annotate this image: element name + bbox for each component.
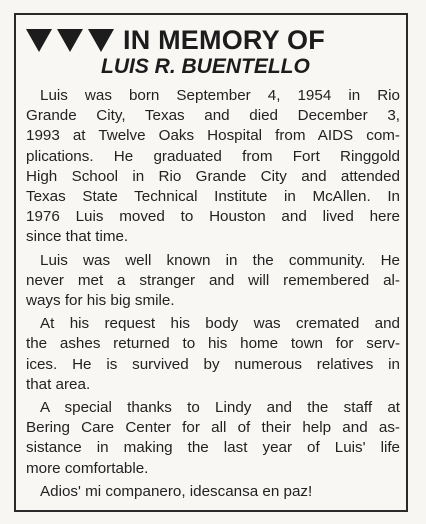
paragraph-community — [26, 251, 400, 312]
text-line: sistance in making the last year of Luis' life — [26, 439, 400, 457]
triangle-bullet-icon — [57, 29, 83, 52]
text-line: 1993 at Twelve Oaks Hospital from AIDS com- — [26, 127, 400, 145]
text-line: A special thanks to Lindy and the staff at — [40, 399, 400, 417]
text-line: ways for his big smile. — [26, 292, 175, 310]
deceased-name: LUIS R. BUENTELLO — [101, 55, 310, 78]
text-line: At his request his body was cremated and — [40, 315, 400, 333]
paragraph-thanks — [26, 398, 400, 479]
text-line: plications. He graduated from Fort Ringgold — [26, 147, 400, 165]
text-line: more comfortable. — [26, 459, 149, 477]
triangle-bullet-icon — [26, 29, 52, 52]
paragraph-biography — [26, 86, 400, 248]
text-line: Adios' mi companero, idescansa en paz! — [40, 482, 313, 500]
text-line: Luis was well known in the community. He — [40, 251, 400, 269]
text-line: that area. — [26, 375, 91, 393]
notice-header — [26, 22, 325, 58]
notice-body — [26, 86, 400, 505]
text-line: High School in Rio Grande City and attended — [26, 167, 400, 185]
text-line: never met a stranger and will remembered al- — [26, 271, 400, 289]
text-line: 1976 Luis moved to Houston and lived here — [26, 208, 400, 226]
text-line: Texas State Technical Institute in McAllen. In — [26, 188, 400, 206]
text-line: ices. He is survived by numerous relatives in — [26, 355, 400, 373]
paragraph-services — [26, 314, 400, 395]
notice-title: IN MEMORY OF — [123, 24, 325, 55]
text-line: Luis was born September 4, 1954 in Rio — [40, 87, 400, 104]
paragraph-farewell — [26, 482, 400, 502]
triangle-bullet-icon — [88, 29, 114, 52]
text-line: since that time. — [26, 228, 129, 246]
text-line: Bering Care Center for all of their help and as- — [26, 419, 400, 437]
text-line: Grande City, Texas and died December 3, — [26, 107, 400, 125]
text-line: the ashes returned to his home town for serv- — [26, 335, 400, 353]
memorial-notice-box — [14, 13, 408, 512]
